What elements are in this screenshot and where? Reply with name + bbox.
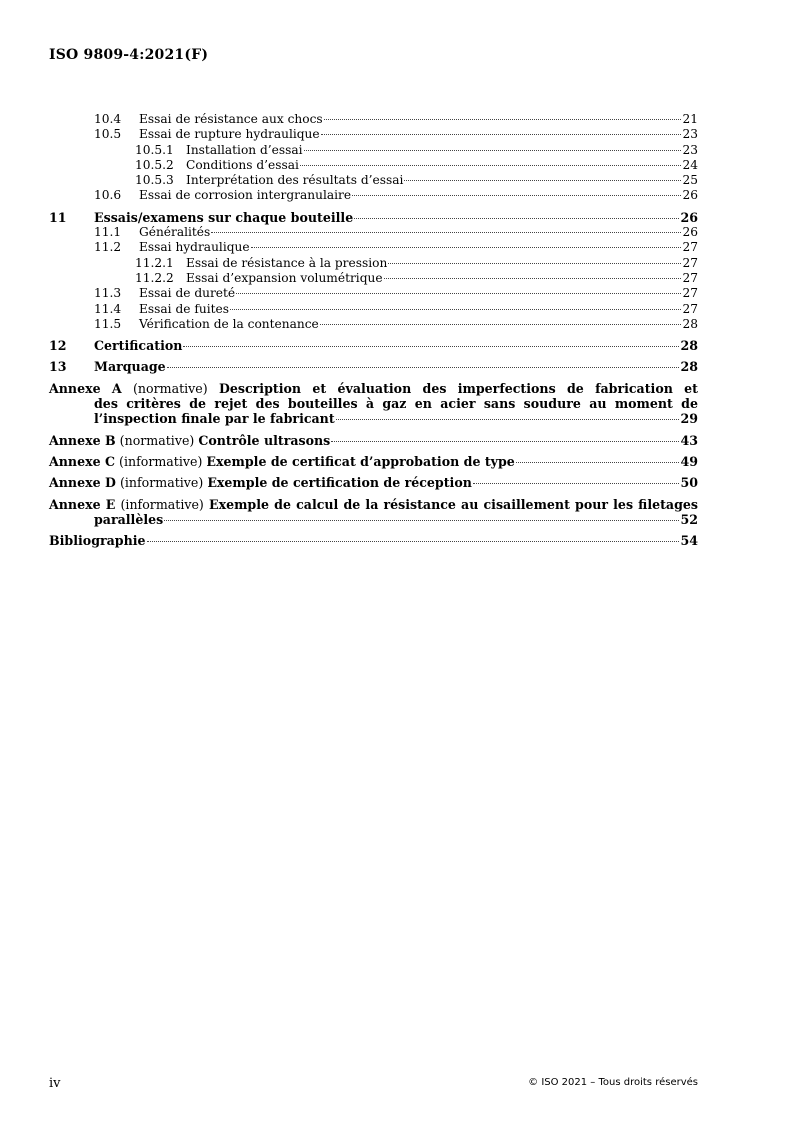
annex-e-line-1: Annexe E (informative) Exemple de calcul de la résistance au cisaillement pour les filetages — [49, 496, 698, 512]
dot-leader — [324, 119, 682, 120]
dot-leader — [404, 180, 681, 181]
toc-annex-a[interactable] — [49, 381, 698, 427]
dot-leader — [384, 278, 682, 279]
annex-a-line-2: des critères de rejet des bouteilles à gaz en acier sans soudure au moment de — [94, 396, 698, 412]
toc-entry-10-5[interactable]: 10.5 Essai de rupture hydraulique 23 — [94, 127, 698, 142]
dot-leader — [300, 165, 682, 166]
dot-leader — [473, 483, 680, 484]
toc-annex-d[interactable]: Annexe D (informative) Exemple de certification de réception 50 — [49, 475, 698, 491]
toc-entry-10-6[interactable]: 10.6 Essai de corrosion intergranulaire 26 — [94, 188, 698, 203]
dot-leader — [320, 324, 682, 325]
toc-annex-b[interactable]: Annexe B (normative) Contrôle ultrasons 43 — [49, 432, 698, 448]
toc-annex-c[interactable]: Annexe C (informative) Exemple de certificat d’approbation de type 49 — [49, 453, 698, 469]
annex-a-line-3: l’inspection finale par le fabricant 29 — [94, 411, 698, 427]
dot-leader — [388, 263, 681, 264]
dot-leader — [331, 441, 679, 442]
dot-leader — [230, 309, 682, 310]
toc-entry-10-5-1[interactable]: 10.5.1 Installation d’essai 23 — [135, 142, 698, 157]
dot-leader — [147, 541, 680, 542]
dot-leader — [236, 293, 681, 294]
toc-section-13[interactable]: 13 Marquage 28 — [49, 359, 698, 375]
toc-entry-11-2-2[interactable]: 11.2.2 Essai d’expansion volumétrique 27 — [135, 270, 698, 285]
dot-leader — [321, 134, 682, 135]
toc-section-12[interactable]: 12 Certification 28 — [49, 338, 698, 354]
dot-leader — [164, 520, 679, 521]
toc-entry-11-3[interactable]: 11.3 Essai de dureté 27 — [94, 286, 698, 301]
toc-annex-e[interactable] — [49, 497, 698, 528]
dot-leader — [304, 150, 682, 151]
toc-section-11[interactable]: 11 Essais/examens sur chaque bouteille 26 — [49, 209, 698, 225]
toc-entry-11-4[interactable]: 11.4 Essai de fuites 27 — [94, 301, 698, 316]
toc-entry-10-4[interactable]: 10.4 Essai de résistance aux chocs 21 — [94, 112, 698, 126]
toc-entry-11-1[interactable]: 11.1 Généralités 26 — [94, 225, 698, 240]
toc-entry-11-2[interactable]: 11.2 Essai hydraulique 27 — [94, 240, 698, 255]
toc-entry-10-5-2[interactable]: 10.5.2 Conditions d’essai 24 — [135, 157, 698, 172]
toc-entry-11-2-1[interactable]: 11.2.1 Essai de résistance à la pression 27 — [135, 255, 698, 270]
dot-leader — [516, 462, 680, 463]
toc-bibliography[interactable]: Bibliographie 54 — [49, 533, 698, 549]
toc-entry-11-5[interactable]: 11.5 Vérification de la contenance 28 — [94, 316, 698, 331]
copyright-notice: © ISO 2021 – Tous droits réservés — [528, 1077, 698, 1088]
page-number: iv — [49, 1076, 61, 1091]
dot-leader — [354, 218, 679, 219]
toc-entry-10-5-3[interactable]: 10.5.3 Interprétation des résultats d’essai 25 — [135, 173, 698, 188]
dot-leader — [183, 346, 679, 347]
dot-leader — [251, 247, 682, 248]
document-id-header: ISO 9809-4:2021(F) — [49, 47, 209, 63]
dot-leader — [167, 367, 680, 368]
annex-e-line-2: parallèles 52 — [94, 511, 698, 527]
dot-leader — [352, 195, 681, 196]
dot-leader — [336, 419, 680, 420]
dot-leader — [211, 232, 681, 233]
table-of-contents — [49, 112, 698, 548]
annex-a-line-1: Annexe A (normative) Description et évaluation des imperfections de fabrication et — [49, 380, 699, 396]
